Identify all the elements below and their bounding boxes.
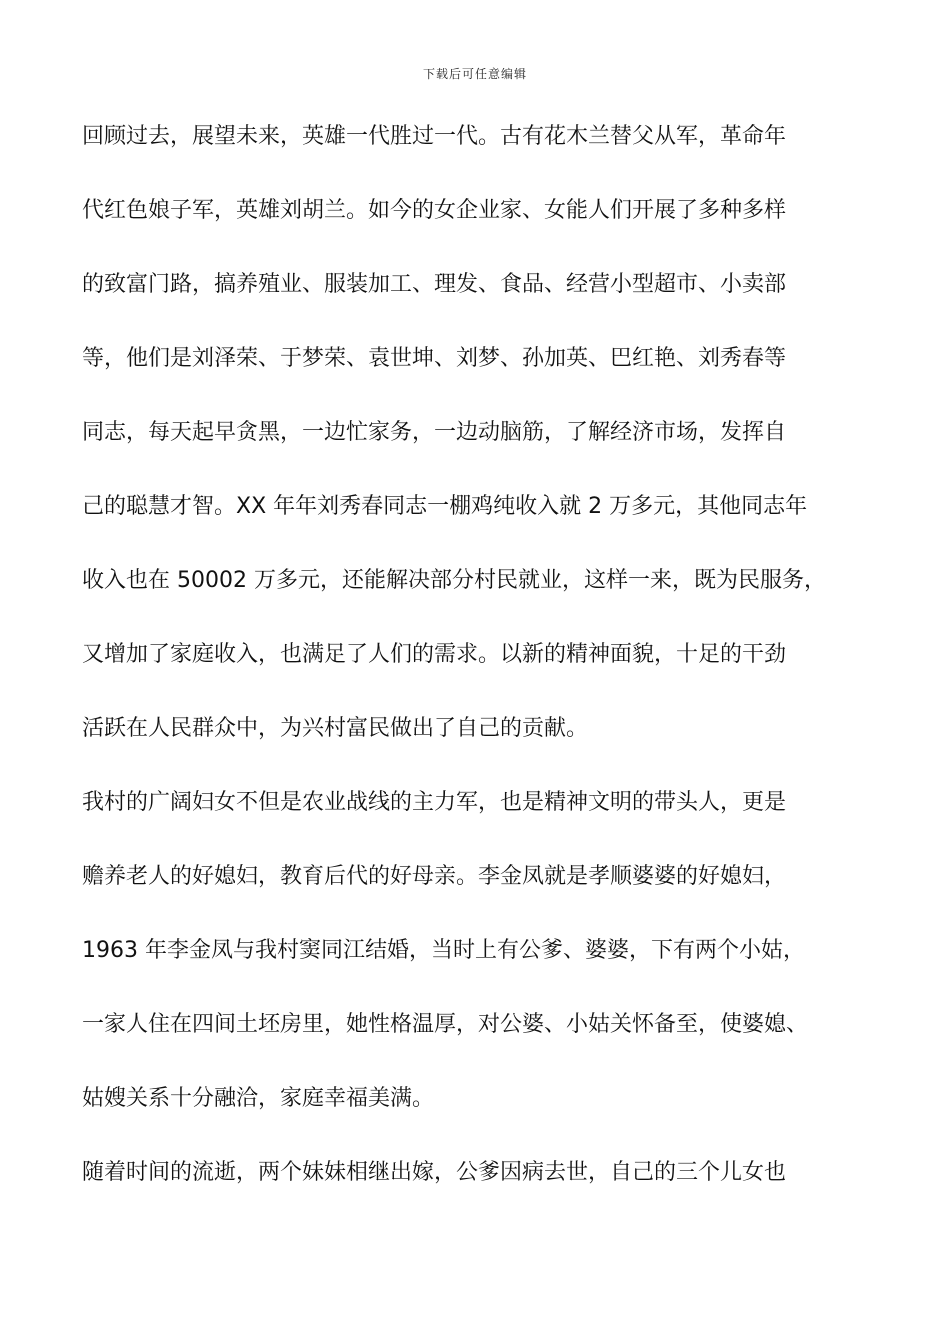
text-line: 我村的广阔妇女不但是农业战线的主力军，也是精神文明的带头人，更是 xyxy=(82,790,787,815)
text-line: 随着时间的流逝，两个妹妹相继出嫁，公爹因病去世，自己的三个儿女也 xyxy=(82,1160,787,1185)
text-line: 活跃在人民群众中，为兴村富民做出了自己的贡献。 xyxy=(82,716,589,741)
text-line: 收入也在 50002 万多元，还能解决部分村民就业，这样一来，既为民服务， xyxy=(82,568,826,593)
text-line: 的致富门路，搞养殖业、服装加工、理发、食品、经营小型超市、小卖部 xyxy=(82,272,787,297)
text-line: 又增加了家庭收入，也满足了人们的需求。以新的精神面貌，十足的干劲 xyxy=(82,642,787,667)
text-line: 一家人住在四间土坯房里，她性格温厚，对公婆、小姑关怀备至，使婆媳、 xyxy=(82,1012,809,1037)
text-line: 同志，每天起早贪黑，一边忙家务，一边动脑筋，了解经济市场，发挥自 xyxy=(82,420,787,445)
page-header: 下载后可任意编辑 xyxy=(422,67,527,81)
text-line: 己的聪慧才智。XX 年年刘秀春同志一棚鸡纯收入就 2 万多元，其他同志年 xyxy=(82,494,808,519)
document-body xyxy=(82,118,882,1191)
text-line: 姑嫂关系十分融洽，家庭幸福美满。 xyxy=(82,1086,435,1111)
text-line: 代红色娘子军，英雄刘胡兰。如今的女企业家、女能人们开展了多种多样 xyxy=(82,198,787,223)
text-line: 等，他们是刘泽荣、于梦荣、袁世坤、刘梦、孙加英、巴红艳、刘秀春等 xyxy=(82,346,787,371)
text-line: 1963 年李金凤与我村窦同江结婚，当时上有公爹、婆婆，下有两个小姑， xyxy=(82,938,805,963)
text-line: 回顾过去，展望未来，英雄一代胜过一代。古有花木兰替父从军，革命年 xyxy=(82,124,787,149)
text-line: 赡养老人的好媳妇，教育后代的好母亲。李金凤就是孝顺婆婆的好媳妇， xyxy=(82,864,787,889)
